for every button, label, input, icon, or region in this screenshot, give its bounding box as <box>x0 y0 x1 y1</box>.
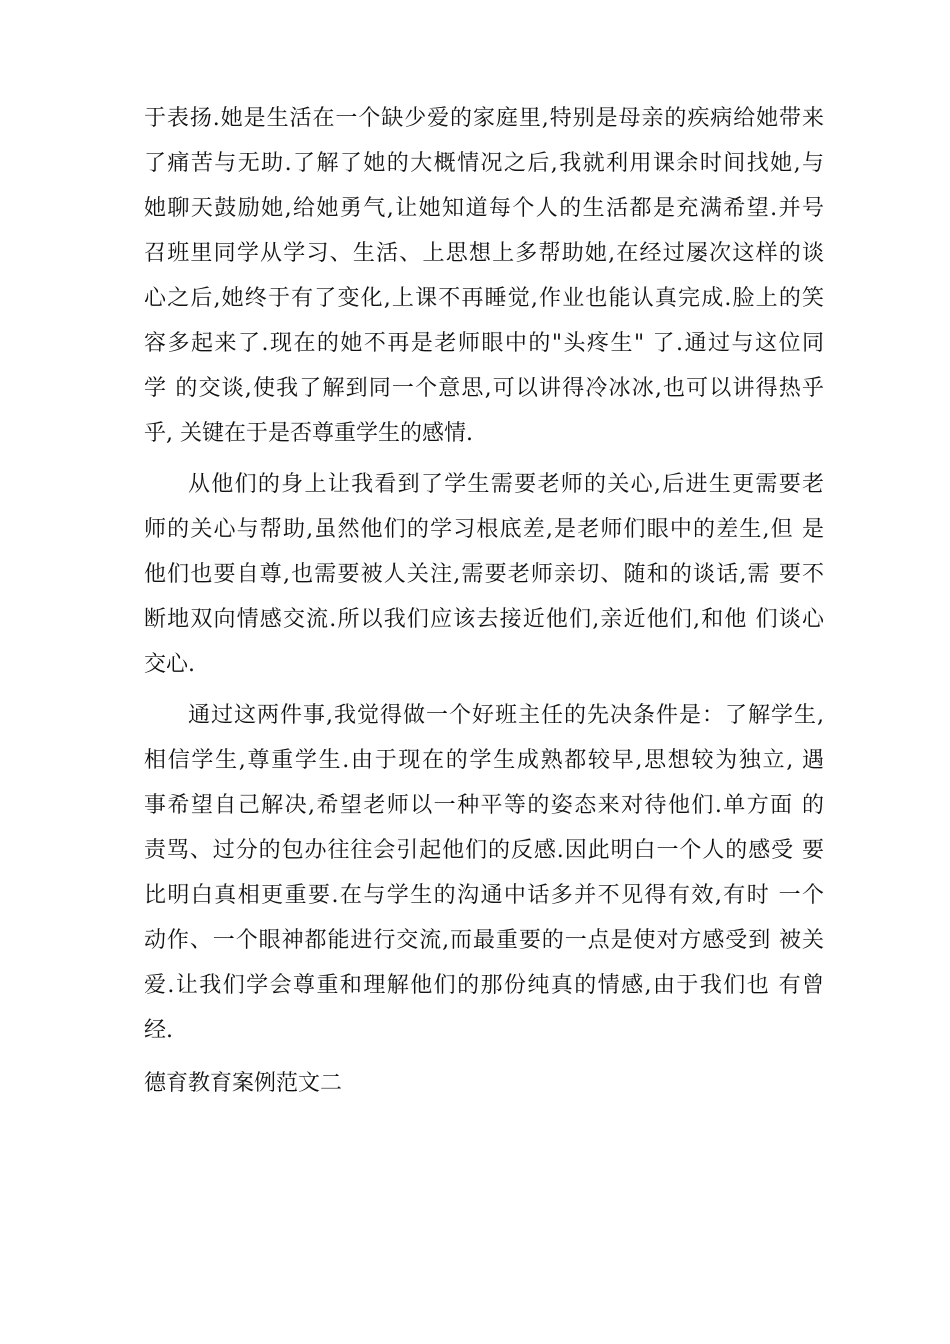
text-line: 相信学生,尊重学生.由于现在的学生成熟都较早,思想较为独立, 遇 <box>144 748 824 773</box>
paragraph-2 <box>144 462 824 687</box>
text-line: 师的关心与帮助,虽然他们的学习根底差,是老师们眼中的差生,但 是 <box>144 517 824 542</box>
text-line: 责骂、过分的包办往往会引起他们的反感.因此明白一个人的感受 要 <box>144 838 824 863</box>
text-line: 动作、一个眼神都能进行交流,而最重要的一点是使对方感受到 被关 <box>144 928 824 953</box>
text-line: 事希望自己解决,希望老师以一种平等的姿态来对待他们.单方面 的 <box>144 793 824 818</box>
text-line: 爱.让我们学会尊重和理解他们的那份纯真的情感,由于我们也 有曾 <box>144 973 824 998</box>
text-line: 学 的交谈,使我了解到同一个意思,可以讲得冷冰冰,也可以讲得热乎 <box>144 376 824 401</box>
text-line: 召班里同学从学习、生活、上思想上多帮助她,在经过屡次这样的谈 <box>144 241 824 266</box>
paragraph-1 <box>144 96 824 456</box>
text-line-last: 经. <box>144 1018 173 1043</box>
text-line: 心之后,她终于有了变化,上课不再睡觉,作业也能认真完成.脸上的笑 <box>144 286 824 311</box>
section-heading: 德育教育案例范文二 <box>144 1071 343 1096</box>
paragraph-3 <box>144 693 824 1053</box>
document-body <box>144 96 824 1106</box>
text-line: 她聊天鼓励她,给她勇气,让她知道每个人的生活都是充满希望.并号 <box>144 196 824 221</box>
text-line-last: 乎, 关键在于是否尊重学生的感情. <box>144 421 473 446</box>
text-line: 容多起来了.现在的她不再是老师眼中的"头疼生" 了.通过与这位同 <box>144 331 824 356</box>
text-line: 比明白真相更重要.在与学生的沟通中话多并不见得有效,有时 一个 <box>144 883 824 908</box>
text-line-first: 通过这两件事,我觉得做一个好班主任的先决条件是：了解学生, <box>188 703 824 728</box>
text-line-first: 从他们的身上让我看到了学生需要老师的关心,后进生更需要老 <box>188 472 824 497</box>
text-line: 了痛苦与无助.了解了她的大概情况之后,我就利用课余时间找她,与 <box>144 151 824 176</box>
text-line: 他们也要自尊,也需要被人关注,需要老师亲切、随和的谈话,需 要不 <box>144 562 824 587</box>
text-line: 于表扬.她是生活在一个缺少爱的家庭里,特别是母亲的疾病给她带来 <box>144 106 824 131</box>
text-line-last: 交心. <box>144 652 195 677</box>
text-line: 断地双向情感交流.所以我们应该去接近他们,亲近他们,和他 们谈心 <box>144 607 824 632</box>
